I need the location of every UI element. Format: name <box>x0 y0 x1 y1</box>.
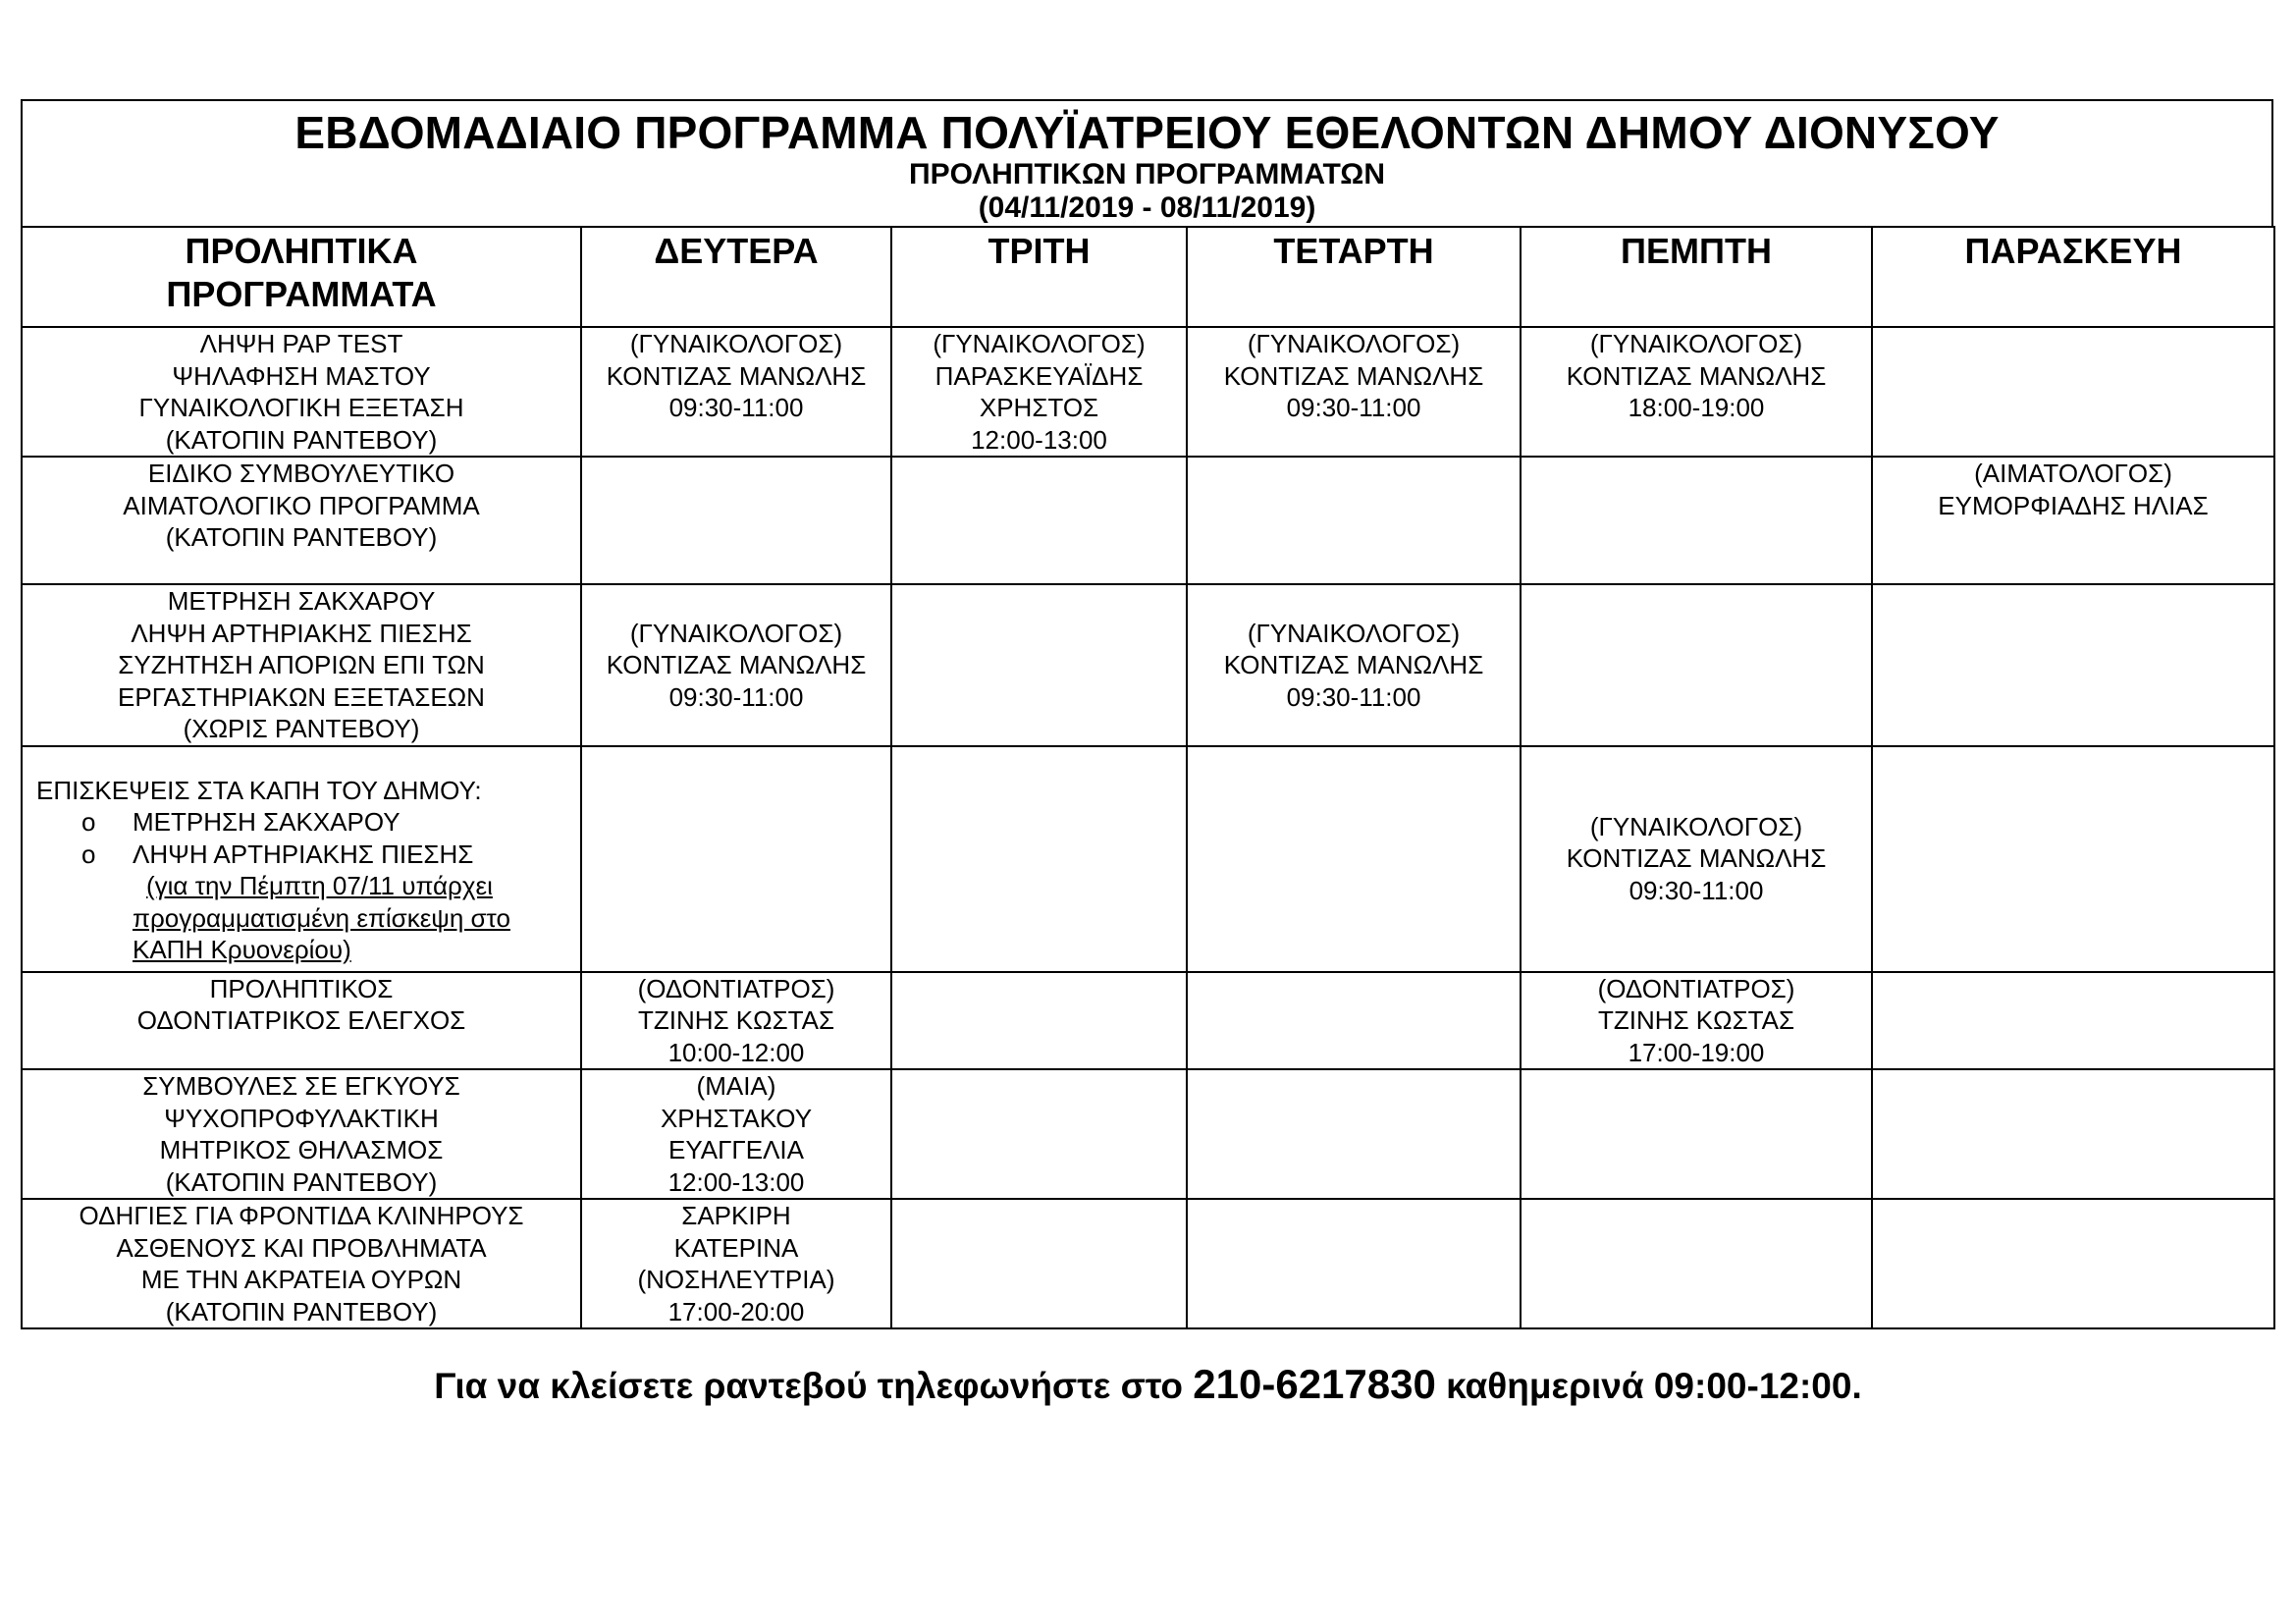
schedule-cell-tuesday <box>891 584 1187 746</box>
cell-text-line: ΤΖΙΝΗΣ ΚΩΣΤΑΣ <box>637 1005 835 1035</box>
schedule-cell-friday <box>1872 746 2274 972</box>
schedule-cell-thursday <box>1521 746 1872 972</box>
table-row <box>22 457 2274 584</box>
bullet-icon: o <box>81 807 96 837</box>
schedule-cell-thursday <box>1521 1069 1872 1199</box>
cell-text-line: ΤΖΙΝΗΣ ΚΩΣΤΑΣ <box>1597 1005 1795 1035</box>
cell-text-line: ΚΟΝΤΙΖΑΣ ΜΑΝΩΛΗΣ <box>1566 843 1827 873</box>
cell-text-line: (ΓΥΝΑΙΚΟΛΟΓΟΣ) <box>1247 329 1461 358</box>
table-row <box>22 972 2274 1070</box>
program-cell <box>22 584 581 746</box>
schedule-cell-monday <box>581 584 891 746</box>
cell-text-line <box>586 585 886 618</box>
bullet-icon: o <box>81 839 96 869</box>
cell-text-line: ΛΗΨΗ PAP TEST <box>199 329 403 358</box>
kapi-item-text: ΛΗΨΗ ΑΡΤΗΡΙΑΚΗΣ ΠΙΕΣΗΣ <box>133 839 474 869</box>
page-title: ΕΒΔΟΜΑΔΙΑΙΟ ΠΡΟΓΡΑΜΜΑ ΠΟΛΥΪΑΤΡΕΙΟΥ ΕΘΕΛΟΝΤΩΝ ΔΗΜΟΥ ΔΙΟΝΥΣΟΥ <box>294 107 2000 158</box>
schedule-cell-thursday <box>1521 457 1872 584</box>
cell-text-line: (ΚΑΤΟΠΙΝ ΡΑΝΤΕΒΟΥ) <box>165 1166 438 1197</box>
schedule-cell-friday <box>1872 457 2274 584</box>
cell-text-line: ΠΑΡΑΣΚΕΥΑΪΔΗΣ <box>934 360 1144 391</box>
kapi-note-line: (για την Πέμπτη 07/11 υπάρχει <box>146 871 493 900</box>
cell-text-line: ΣΥΜΒΟΥΛΕΣ ΣΕ ΕΓΚΥΟΥΣ <box>142 1071 460 1101</box>
cell-text-line: (ΓΥΝΑΙΚΟΛΟΓΟΣ) <box>629 618 843 648</box>
cell-text-line: ΕΙΔΙΚΟ ΣΥΜΒΟΥΛΕΥΤΙΚΟ <box>147 459 455 488</box>
table-row <box>22 584 2274 746</box>
program-cell <box>22 746 581 972</box>
schedule-cell-thursday <box>1521 972 1872 1070</box>
kapi-list-item <box>36 839 576 871</box>
cell-text-line: 09:30-11:00 <box>1286 393 1421 422</box>
program-cell <box>22 1199 581 1328</box>
cell-text-line: ΧΡΗΣΤΟΣ <box>979 393 1099 422</box>
cell-text-line: ΣΑΡΚΙΡΗ <box>681 1201 791 1230</box>
cell-text-line: ΜΕΤΡΗΣΗ ΣΑΚΧΑΡΟΥ <box>167 586 436 616</box>
cell-text-line: ΓΥΝΑΙΚΟΛΟΓΙΚΗ ΕΞΕΤΑΣΗ <box>138 393 464 422</box>
cell-text-line <box>1192 585 1516 618</box>
phone-number: 210-6217830 <box>1193 1361 1436 1407</box>
footer-note <box>0 1363 2296 1408</box>
cell-text-line: ΨΥΧΟΠΡΟΦΥΛΑΚΤΙΚΗ <box>164 1103 439 1133</box>
cell-text-line: ΟΔΟΝΤΙΑΤΡΙΚΟΣ ΕΛΕΓΧΟΣ <box>136 1005 466 1035</box>
cell-text-line: 09:30-11:00 <box>1629 875 1764 905</box>
schedule-cell-friday <box>1872 1199 2274 1328</box>
schedule-cell-tuesday <box>891 1199 1187 1328</box>
schedule-cell-friday <box>1872 1069 2274 1199</box>
cell-text-line: ΜΗΤΡΙΚΟΣ ΘΗΛΑΣΜΟΣ <box>159 1135 444 1164</box>
footer-suffix: καθημερινά 09:00-12:00. <box>1435 1366 1862 1406</box>
schedule-cell-wednesday <box>1187 457 1521 584</box>
cell-text-line: (ΑΙΜΑΤΟΛΟΓΟΣ) <box>1974 459 2172 488</box>
program-cell <box>22 327 581 457</box>
cell-text-line: ΑΣΘΕΝΟΥΣ ΚΑΙ ΠΡΟΒΛΗΜΑΤΑ <box>116 1232 487 1263</box>
cell-text-line: ΑΙΜΑΤΟΛΟΓΙΚΟ ΠΡΟΓΡΑΜΜΑ <box>123 490 480 520</box>
schedule-cell-monday <box>581 746 891 972</box>
cell-text-line: 09:30-11:00 <box>668 681 804 712</box>
cell-text-line: ΚΟΝΤΙΖΑΣ ΜΑΝΩΛΗΣ <box>606 650 867 679</box>
cell-text-line: (ΝΟΣΗΛΕΥΤΡΙΑ) <box>637 1265 835 1294</box>
cell-text-line: (ΟΔΟΝΤΙΑΤΡΟΣ) <box>1597 973 1795 1003</box>
column-header-wednesday: ΤΕΤΑΡΤΗ <box>1187 227 1521 327</box>
cell-text-line: 09:30-11:00 <box>668 393 804 422</box>
cell-text-line: (ΓΥΝΑΙΚΟΛΟΓΟΣ) <box>1589 811 1803 841</box>
cell-text-line: ΕΥΑΓΓΕΛΙΑ <box>667 1135 804 1164</box>
schedule-cell-friday <box>1872 972 2274 1070</box>
cell-text-line: (ΟΔΟΝΤΙΑΤΡΟΣ) <box>637 973 835 1003</box>
schedule-cell-friday <box>1872 327 2274 457</box>
cell-text-line: (ΚΑΤΟΠΙΝ ΡΑΝΤΕΒΟΥ) <box>165 1296 438 1326</box>
cell-text-line: (ΓΥΝΑΙΚΟΛΟΓΟΣ) <box>629 329 843 358</box>
column-header-tuesday: ΤΡΙΤΗ <box>891 227 1187 327</box>
table-row <box>22 1199 2274 1328</box>
schedule-cell-tuesday <box>891 457 1187 584</box>
schedule-cell-tuesday <box>891 1069 1187 1199</box>
cell-text-line: (ΓΥΝΑΙΚΟΛΟΓΟΣ) <box>1589 329 1803 358</box>
page-subtitle: ΠΡΟΛΗΠΤΙΚΩΝ ΠΡΟΓΡΑΜΜΑΤΩΝ <box>908 158 1386 190</box>
footer-prefix: Για να κλείσετε ραντεβού τηλεφωνήστε στο <box>434 1366 1194 1406</box>
cell-text-line: 09:30-11:00 <box>1286 681 1421 712</box>
cell-text-line: ΚΟΝΤΙΖΑΣ ΜΑΝΩΛΗΣ <box>1223 650 1484 679</box>
schedule-cell-monday <box>581 457 891 584</box>
cell-text-line: ΛΗΨΗ ΑΡΤΗΡΙΑΚΗΣ ΠΙΕΣΗΣ <box>131 618 472 648</box>
cell-text-line <box>1525 779 1867 811</box>
cell-text-line: ΚΑΤΕΡΙΝΑ <box>673 1232 799 1263</box>
schedule-cell-wednesday <box>1187 1199 1521 1328</box>
cell-text-line: ΕΡΓΑΣΤΗΡΙΑΚΩΝ ΕΞΕΤΑΣΕΩΝ <box>118 681 485 712</box>
schedule-cell-monday <box>581 327 891 457</box>
cell-text-line: ΟΔΗΓΙΕΣ ΓΙΑ ΦΡΟΝΤΙΔΑ ΚΛΙΝΗΡΟΥΣ <box>79 1201 524 1230</box>
schedule-cell-wednesday <box>1187 584 1521 746</box>
cell-text-line: (ΚΑΤΟΠΙΝ ΡΑΝΤΕΒΟΥ) <box>165 424 438 455</box>
cell-text-line: 10:00-12:00 <box>667 1037 805 1067</box>
schedule-cell-wednesday <box>1187 1069 1521 1199</box>
program-cell <box>22 1069 581 1199</box>
table-header-row <box>22 227 2274 327</box>
schedule-cell-monday <box>581 1069 891 1199</box>
kapi-note-line: προγραμματισμένη επίσκεψη στο <box>133 902 510 933</box>
cell-text-line: ΚΟΝΤΙΖΑΣ ΜΑΝΩΛΗΣ <box>1223 360 1484 391</box>
program-cell <box>22 972 581 1070</box>
cell-text-line: (ΓΥΝΑΙΚΟΛΟΓΟΣ) <box>1247 618 1461 648</box>
schedule-cell-thursday <box>1521 584 1872 746</box>
schedule-cell-thursday <box>1521 327 1872 457</box>
cell-text-line: ΜΕ ΤΗΝ ΑΚΡΑΤΕΙΑ ΟΥΡΩΝ <box>140 1265 462 1294</box>
schedule-body <box>22 327 2274 1328</box>
cell-text-line: 17:00-19:00 <box>1628 1037 1765 1067</box>
schedule-cell-monday <box>581 972 891 1070</box>
date-range: (04/11/2019 - 08/11/2019) <box>978 191 1316 224</box>
table-row <box>22 1069 2274 1199</box>
cell-text-line: ΣΥΖΗΤΗΣΗ ΑΠΟΡΙΩΝ ΕΠΙ ΤΩΝ <box>118 650 485 679</box>
column-header-friday: ΠΑΡΑΣΚΕΥΗ <box>1872 227 2274 327</box>
cell-text-line: ΨΗΛΑΦΗΣΗ ΜΑΣΤΟΥ <box>172 360 431 391</box>
table-row <box>22 746 2274 972</box>
cell-text-line: 18:00-19:00 <box>1628 393 1765 422</box>
column-header-monday: ΔΕΥΤΕΡΑ <box>581 227 891 327</box>
cell-text-line: ΧΡΗΣΤΑΚΟΥ <box>660 1103 813 1133</box>
kapi-note-line: ΚΑΠΗ Κρυονερίου) <box>133 935 351 964</box>
cell-text-line: (ΓΥΝΑΙΚΟΛΟΓΟΣ) <box>933 329 1146 358</box>
schedule-cell-tuesday <box>891 327 1187 457</box>
cell-text-line: 12:00-13:00 <box>971 424 1107 455</box>
kapi-item-text: ΜΕΤΡΗΣΗ ΣΑΚΧΑΡΟΥ <box>133 807 400 837</box>
cell-text-line: (ΜΑΙΑ) <box>696 1071 776 1101</box>
cell-text-line: ΚΟΝΤΙΖΑΣ ΜΑΝΩΛΗΣ <box>1566 360 1827 391</box>
cell-text-line: 12:00-13:00 <box>667 1166 805 1197</box>
schedule-cell-wednesday <box>1187 327 1521 457</box>
schedule-cell-tuesday <box>891 972 1187 1070</box>
schedule-cell-tuesday <box>891 746 1187 972</box>
cell-text-line: (ΚΑΤΟΠΙΝ ΡΑΝΤΕΒΟΥ) <box>165 522 438 552</box>
schedule-cell-monday <box>581 1199 891 1328</box>
column-header-programs: ΠΡΟΛΗΠΤΙΚΑ ΠΡΟΓΡΑΜΜΑΤΑ <box>22 227 581 327</box>
column-header-thursday: ΠΕΜΠΤΗ <box>1521 227 1872 327</box>
schedule-cell-wednesday <box>1187 972 1521 1070</box>
schedule-cell-thursday <box>1521 1199 1872 1328</box>
cell-text-line: ΠΡΟΛΗΠΤΙΚΟΣ <box>209 973 394 1003</box>
cell-text-line: ΚΟΝΤΙΖΑΣ ΜΑΝΩΛΗΣ <box>606 360 867 391</box>
cell-text-line: 17:00-20:00 <box>667 1296 805 1326</box>
kapi-list-item <box>36 806 576 839</box>
schedule-cell-friday <box>1872 584 2274 746</box>
table-row <box>22 327 2274 457</box>
schedule-cell-wednesday <box>1187 746 1521 972</box>
schedule-table <box>21 226 2275 1329</box>
kapi-heading: ΕΠΙΣΚΕΨΕΙΣ ΣΤΑ ΚΑΠΗ ΤΟΥ ΔΗΜΟΥ: <box>36 775 482 805</box>
cell-text-line: (ΧΩΡΙΣ ΡΑΝΤΕΒΟΥ) <box>183 714 420 743</box>
cell-text-line: ΕΥΜΟΡΦΙΑΔΗΣ ΗΛΙΑΣ <box>1938 490 2209 520</box>
program-cell <box>22 457 581 584</box>
schedule-header <box>21 99 2273 227</box>
cell-text-line <box>1525 747 1867 780</box>
